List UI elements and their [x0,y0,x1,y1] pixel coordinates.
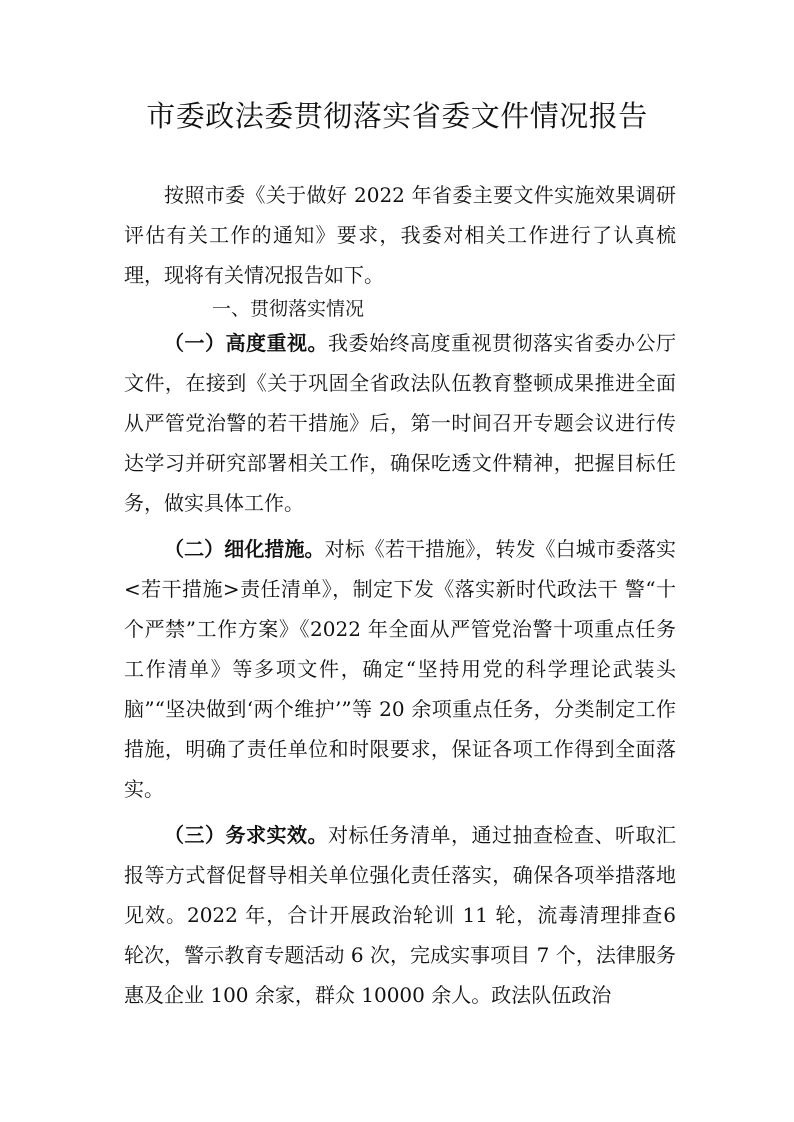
document-title: 市委政法委贯彻落实省委文件情况报告 [146,99,648,133]
item-paragraph-1 [124,323,676,523]
document-body [124,175,676,1015]
section-heading-text: 一、贯彻落实情况 [212,298,365,320]
item-text-2: 对标《若干措施》，转发《白城市委落实<若干措施>责任清单》，制定下发《落实新时代政法干 警“十个严禁”工作方案》《2022 年全面从严管党治警十项重点任务工作清单》等多项文件，确定“坚持用党的科学理论武装头脑”“坚决做到‘两个维护’”等 20 余项重点任务，分类制定工作措施，明确了责任单位和时限要求，保证各项工作得到全面落实。 [124,537,677,801]
item-heading-2: （二）细化措施。 [164,537,325,561]
item-text-3: 对标任务清单，通过抽查检查、听取汇报等方式督促督导相关单位强化责任落实，确保各项举措落地见效。2022 年，合计开展政治轮训 11 轮，流毒清理排查6 轮次，警示教育专题活动 6 次，完成实事项目 7 个，法律服务惠及企业 100 余家，群众 10000 余人。政法队伍政治 [124,823,676,1007]
item-heading-1: （一）高度重视。 [164,331,328,355]
intro-paragraph: 按照市委《关于做好 2022 年省委主要文件实施效果调研评估有关工作的通知》要求，我委对相关工作进行了认真梳理，现将有关情况报告如下。 [124,183,676,287]
item-text-1: 我委始终高度重视贯彻落实省委办公厅文件，在接到《关于巩固全省政法队伍教育整顿成果推进全面从严管党治警的若干措施》后，第一时间召开专题会议进行传达学习并研究部署相关工作，确保吃透文件精神，把握目标任务，做实具体工作。 [124,331,676,515]
item-paragraph-3 [124,815,676,1015]
item-heading-3: （三）务求实效。 [164,823,328,847]
section-heading [124,295,676,323]
item-paragraph-2 [124,529,676,809]
